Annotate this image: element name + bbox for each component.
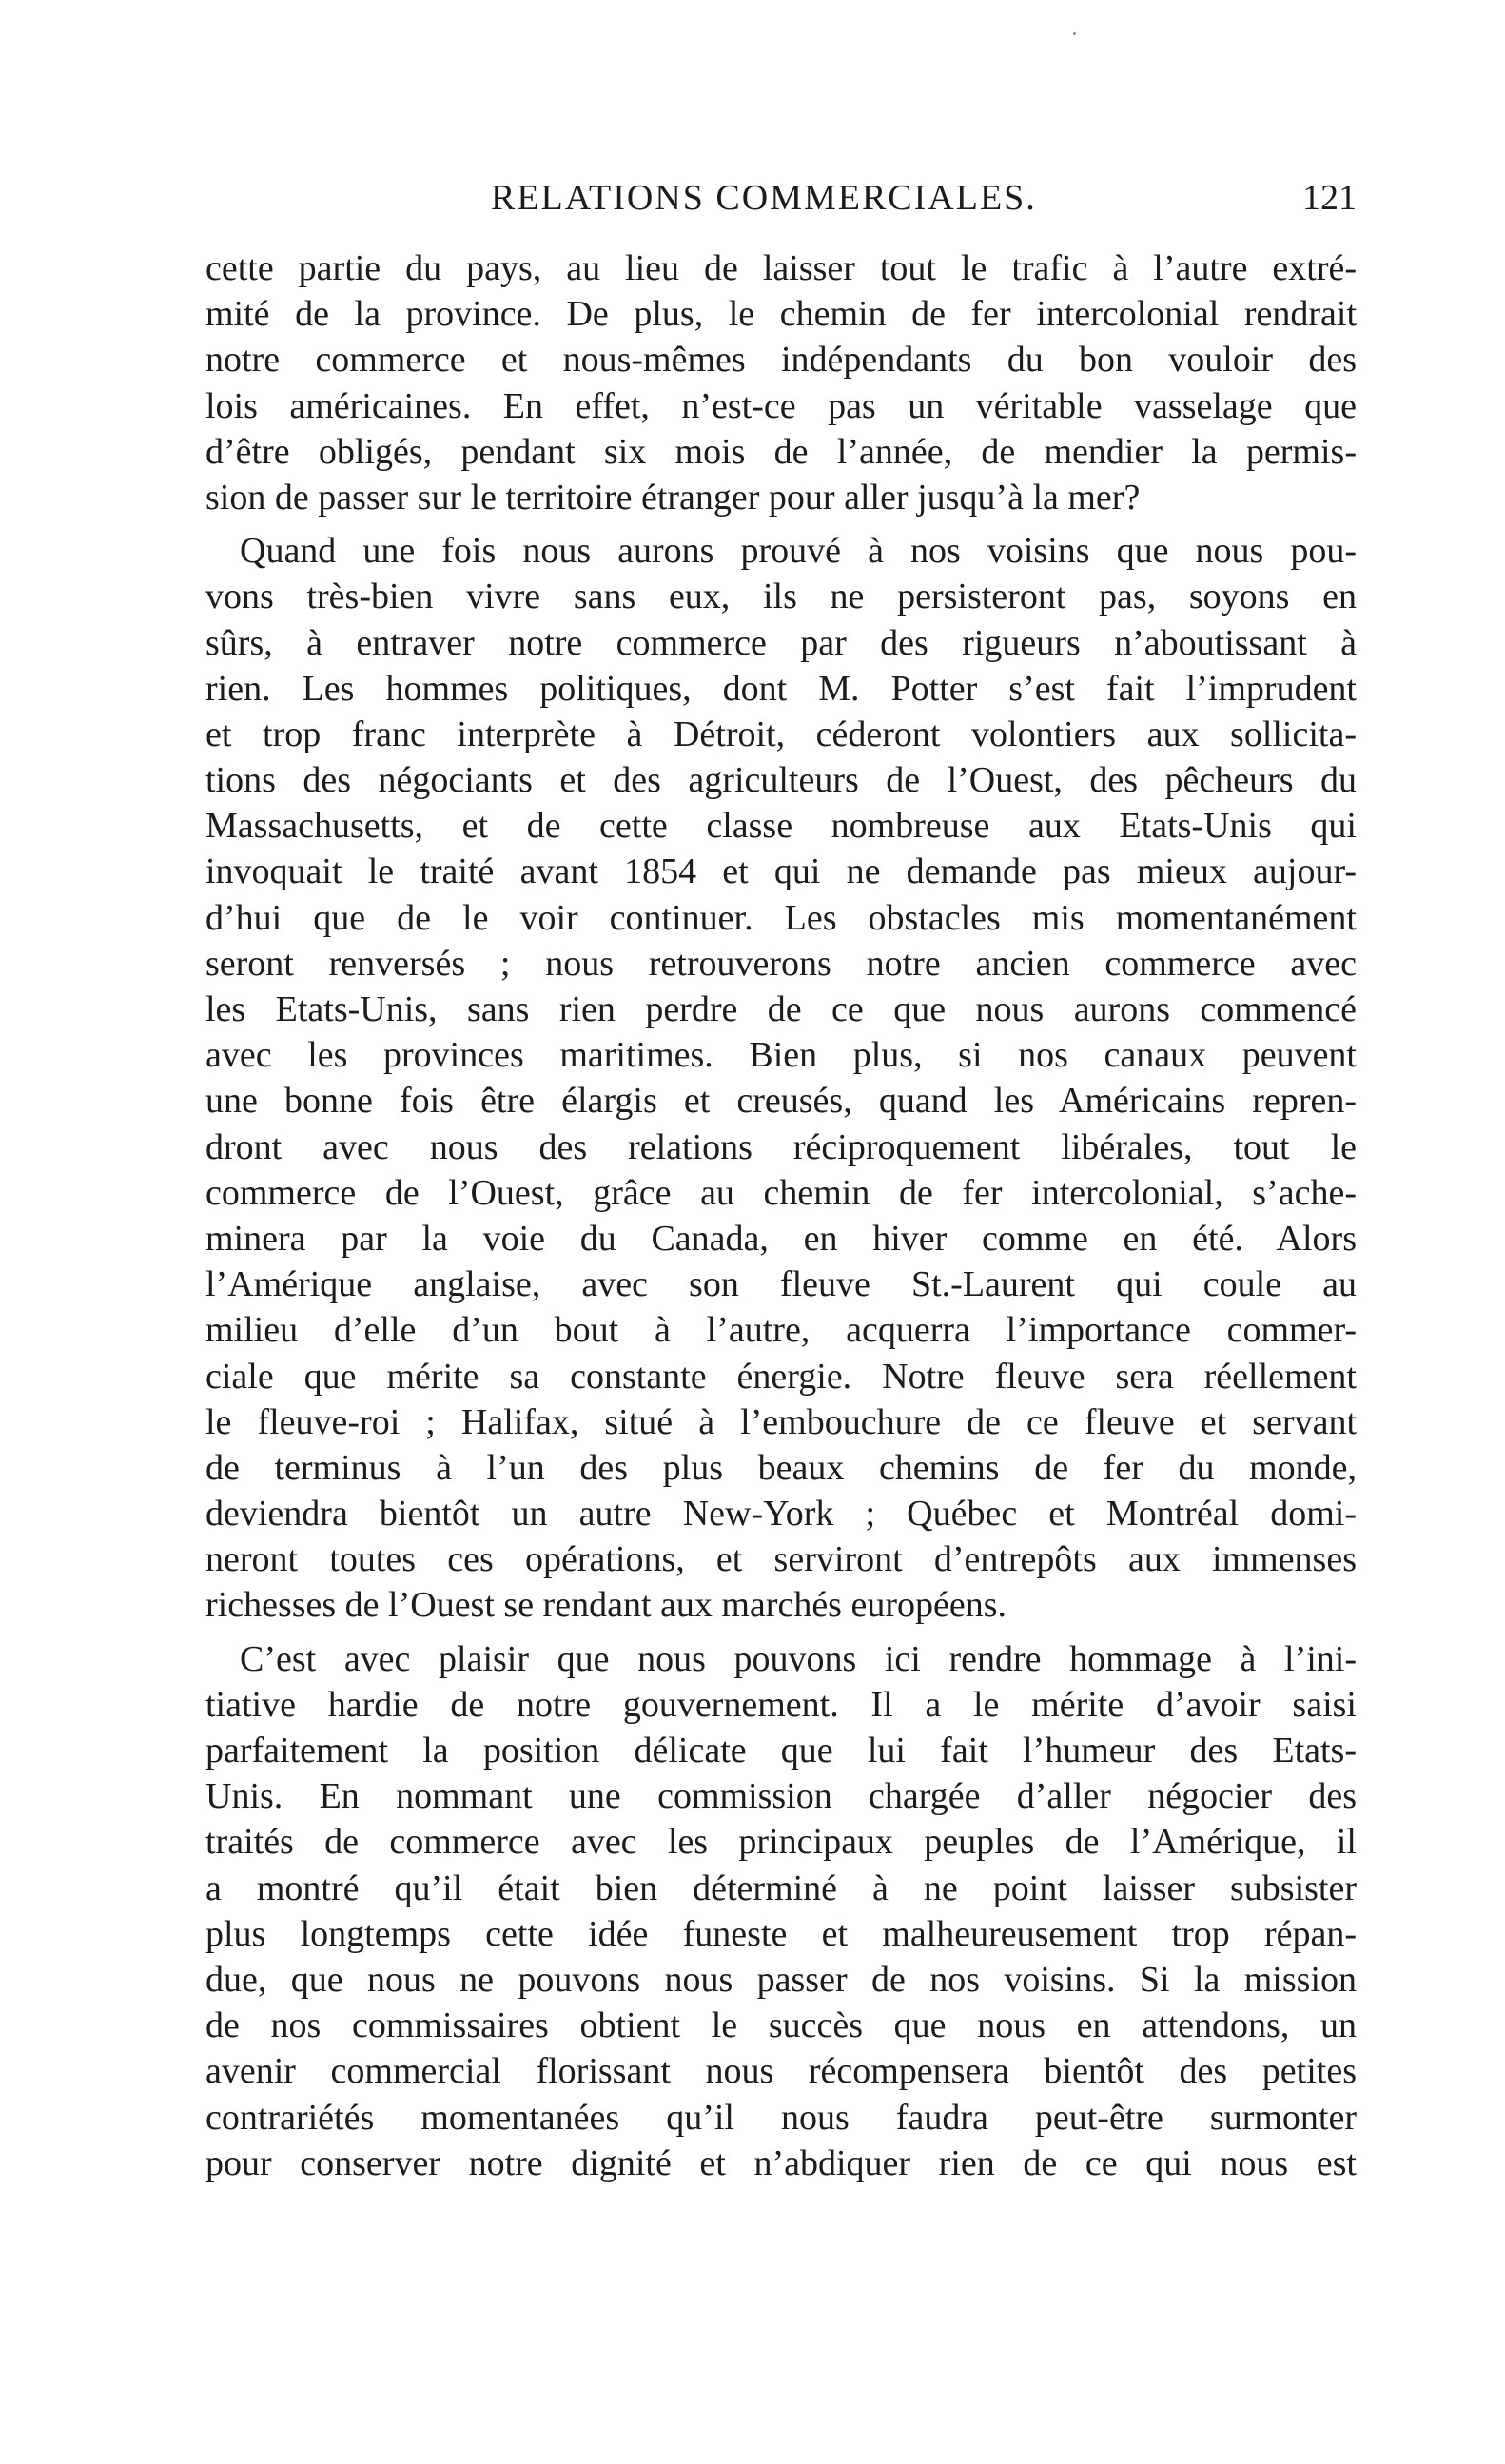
- text-line: invoquait le traité avant 1854 et qui ne demande pas mieux aujour-: [205, 851, 1357, 892]
- paragraph: [205, 528, 1357, 1629]
- text-line: lois américaines. En effet, n’est-ce pas un véritable vasselage que: [205, 385, 1357, 426]
- running-title: RELATIONS COMMERCIALES.: [491, 178, 1037, 218]
- text-line: pour conserver notre dignité et n’abdiquer rien de ce qui nous est: [205, 2142, 1357, 2183]
- page-number: 121: [1302, 178, 1357, 218]
- text-line: sûrs, à entraver notre commerce par des rigueurs n’aboutissant à: [205, 622, 1357, 663]
- text-line: traités de commerce avec les principaux peuples de l’Amérique, il: [205, 1822, 1357, 1863]
- text-line: parfaitement la position délicate que lui fait l’humeur des Etats-: [205, 1731, 1357, 1770]
- text-line: de terminus à l’un des plus beaux chemins de fer du monde,: [205, 1447, 1357, 1488]
- text-line: d’être obligés, pendant six mois de l’année, de mendier la permis-: [205, 431, 1357, 472]
- running-head: [205, 169, 1357, 226]
- text-line: dront avec nous des relations réciproquement libérales, tout le: [205, 1126, 1357, 1167]
- text-line: cette partie du pays, au lieu de laisser tout le trafic à l’autre extré-: [205, 248, 1357, 288]
- text-line: et trop franc interprète à Détroit, céderont volontiers aux sollicita-: [205, 714, 1357, 754]
- text-line: mité de la province. De plus, le chemin de fer intercolonial rendrait: [205, 294, 1357, 335]
- paragraph: [205, 245, 1357, 520]
- text-line: Unis. En nommant une commission chargée d’aller négocier des: [205, 1776, 1357, 1817]
- text-line: deviendra bientôt un autre New-York ; Québec et Montréal domi-: [205, 1494, 1357, 1535]
- text-line: C’est avec plaisir que nous pouvons ici rendre hommage à l’ini-: [240, 1638, 1357, 1679]
- text-line: neront toutes ces opérations, et serviront d’entrepôts aux immenses: [205, 1539, 1357, 1580]
- text-line: le fleuve-roi ; Halifax, situé à l’embouchure de ce fleuve et servant: [205, 1401, 1357, 1442]
- text-line: Quand une fois nous aurons prouvé à nos voisins que nous pou-: [240, 531, 1357, 572]
- text-line: ciale que mérite sa constante énergie. Notre fleuve sera réellement: [205, 1356, 1357, 1397]
- body-text: [205, 245, 1357, 2194]
- text-line: tiative hardie de notre gouvernement. Il a le mérite d’avoir saisi: [205, 1684, 1357, 1725]
- text-line: plus longtemps cette idée funeste et malheureusement trop répan-: [205, 1913, 1357, 1954]
- text-line: minera par la voie du Canada, en hiver comme en été. Alors: [205, 1218, 1357, 1259]
- text-line: commerce de l’Ouest, grâce au chemin de fer intercolonial, s’ache-: [205, 1172, 1357, 1213]
- text-line: milieu d’elle d’un bout à l’autre, acquerra l’importance commer-: [205, 1310, 1357, 1351]
- text-line: l’Amérique anglaise, avec son fleuve St.-Laurent qui coule au: [205, 1264, 1357, 1305]
- text-line: Massachusetts, et de cette classe nombreuse aux Etats-Unis qui: [205, 806, 1357, 847]
- text-line: contrariétés momentanées qu’il nous faudra peut-être surmonter: [205, 2097, 1357, 2138]
- text-line: sion de passer sur le territoire étranger pour aller jusqu’à la mer?: [205, 477, 1141, 518]
- text-line: richesses de l’Ouest se rendant aux marchés européens.: [205, 1585, 1007, 1626]
- text-line: d’hui que de le voir continuer. Les obstacles mis momentanément: [205, 897, 1357, 938]
- text-line: les Etats-Unis, sans rien perdre de ce que nous aurons commencé: [205, 989, 1357, 1029]
- text-line: de nos commissaires obtient le succès que nous en attendons, un: [205, 2005, 1357, 2046]
- text-line: due, que nous ne pouvons nous passer de nos voisins. Si la mission: [205, 1959, 1357, 2000]
- text-line: a montré qu’il était bien déterminé à ne point laisser subsister: [205, 1868, 1357, 1908]
- print-speck: [1073, 32, 1076, 35]
- text-line: avenir commercial florissant nous récompensera bientôt des petites: [205, 2051, 1357, 2092]
- text-line: seront renversés ; nous retrouverons notre ancien commerce avec: [205, 943, 1357, 984]
- text-line: avec les provinces maritimes. Bien plus, si nos canaux peuvent: [205, 1035, 1357, 1076]
- paragraph: [205, 1636, 1357, 2186]
- text-line: notre commerce et nous-mêmes indépendants du bon vouloir des: [205, 340, 1357, 381]
- text-line: tions des négociants et des agriculteurs de l’Ouest, des pêcheurs du: [205, 760, 1357, 801]
- text-line: vons très-bien vivre sans eux, ils ne persisteront pas, soyons en: [205, 577, 1357, 617]
- text-line: rien. Les hommes politiques, dont M. Potter s’est fait l’imprudent: [205, 668, 1357, 709]
- text-line: une bonne fois être élargis et creusés, quand les Américains repren-: [205, 1081, 1357, 1122]
